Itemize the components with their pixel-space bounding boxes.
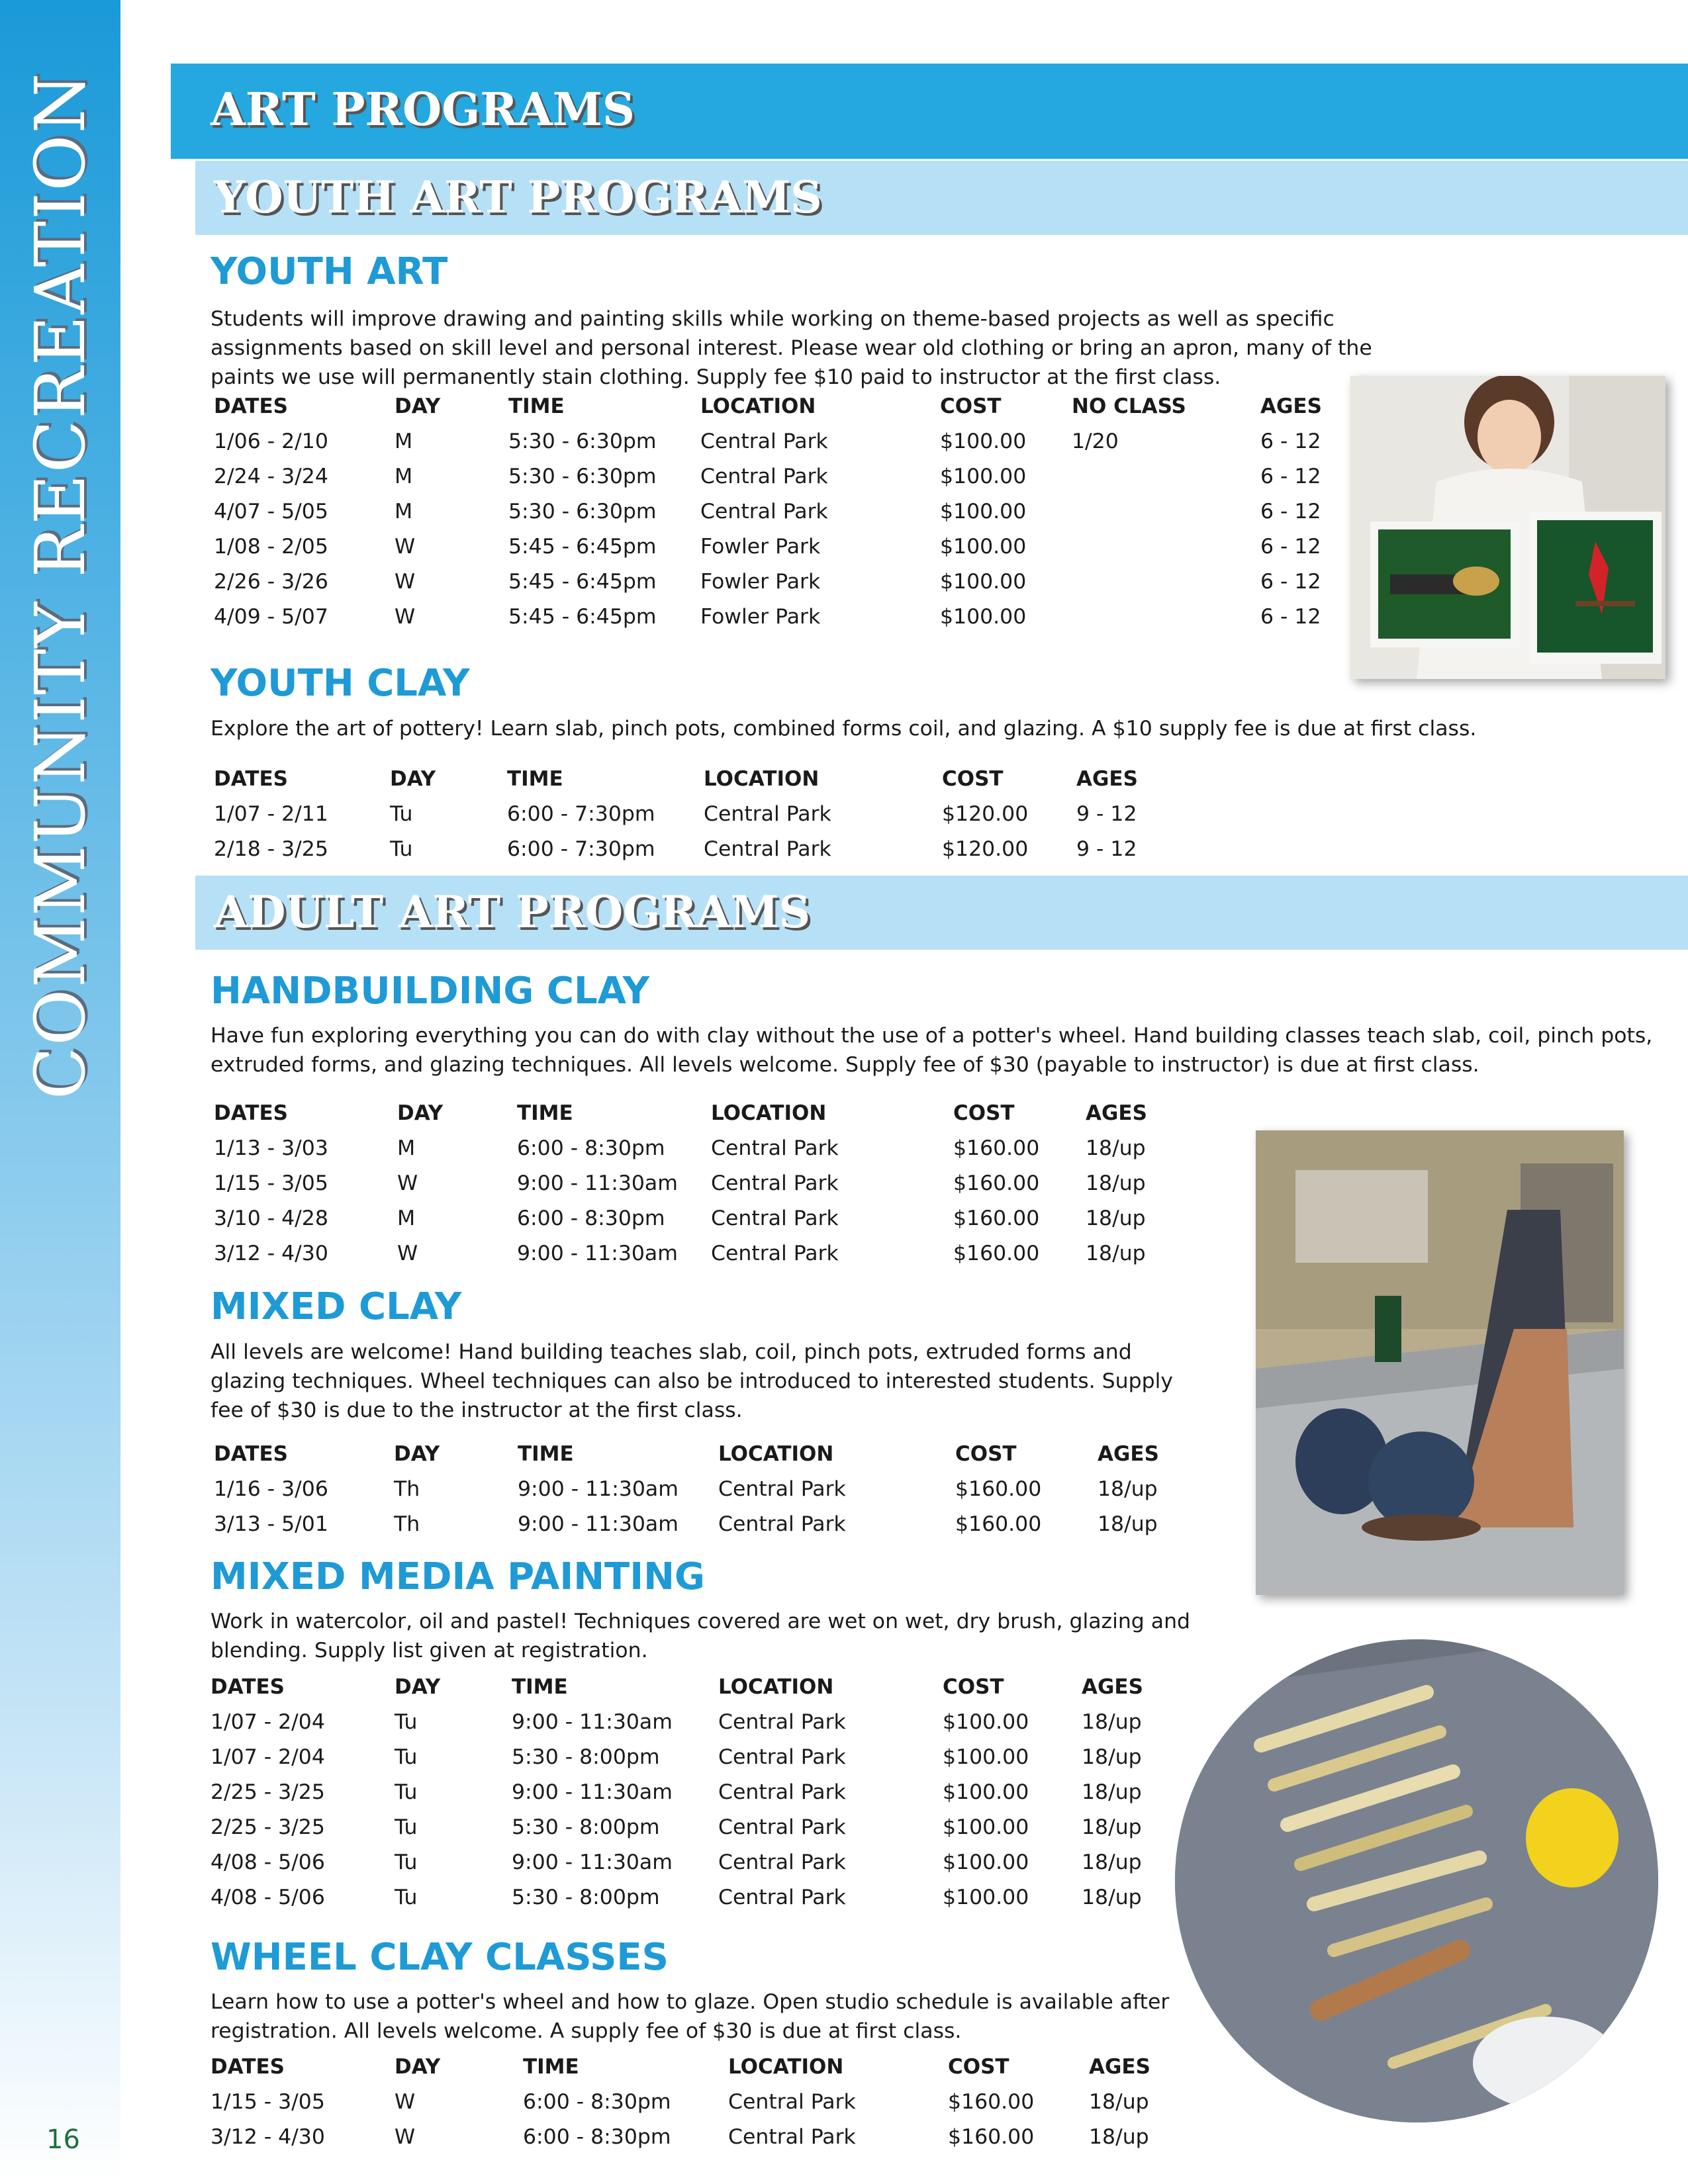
table-cell-day: Th bbox=[394, 1512, 420, 1536]
table-cell-location: Fowler Park bbox=[700, 570, 821, 594]
table-cell-cost: $120.00 bbox=[942, 837, 1029, 861]
column-header-ages: AGES bbox=[1098, 1442, 1159, 1466]
table-cell-cost: $160.00 bbox=[948, 2090, 1035, 2114]
table-cell-cost: $100.00 bbox=[943, 1710, 1029, 1734]
column-header-time: TIME bbox=[518, 1442, 574, 1466]
youth-clay-title: YOUTH CLAY bbox=[211, 662, 470, 705]
table-cell-location: Central Park bbox=[718, 1512, 846, 1536]
table-cell-cost: $100.00 bbox=[940, 605, 1027, 629]
handbuilding-clay-title: HANDBUILDING CLAY bbox=[211, 970, 650, 1013]
table-cell-dates: 1/13 - 3/03 bbox=[214, 1136, 328, 1160]
table-cell-dates: 1/15 - 3/05 bbox=[211, 2090, 325, 2114]
column-header-dates: DATES bbox=[214, 394, 288, 418]
table-cell-dates: 1/06 - 2/10 bbox=[214, 430, 328, 453]
table-cell-cost: $120.00 bbox=[942, 802, 1029, 826]
table-cell-dates: 4/09 - 5/07 bbox=[214, 605, 328, 629]
wheel-clay-classes-title: WHEEL CLAY CLASSES bbox=[211, 1936, 669, 1979]
table-cell-day: Tu bbox=[395, 1815, 418, 1839]
sidebar bbox=[0, 0, 120, 2184]
table-cell-time: 6:00 - 8:30pm bbox=[523, 2125, 671, 2149]
table-cell-dates: 2/24 - 3/24 bbox=[214, 465, 328, 488]
mixed-clay-description: All levels are welcome! Hand building teaches slab, coil, pinch pots, extruded forms and glazing techniques. Wheel techniques can also be introduced to interested students. Supply fee of $30 is due to the instructor at the first class. bbox=[211, 1340, 1174, 1422]
table-cell-time: 9:00 - 11:30am bbox=[512, 1710, 673, 1734]
column-header-dates: DATES bbox=[214, 767, 288, 791]
column-header-cost: COST bbox=[948, 2055, 1009, 2079]
table-cell-dates: 1/07 - 2/04 bbox=[211, 1710, 325, 1734]
column-header-day: DAY bbox=[397, 1101, 444, 1125]
table-cell-ages: 6 - 12 bbox=[1260, 500, 1321, 523]
table-cell-ages: 18/up bbox=[1098, 1512, 1158, 1536]
column-header-location: LOCATION bbox=[718, 1442, 834, 1466]
table-cell-cost: $100.00 bbox=[940, 535, 1027, 559]
table-cell-no-class: 1/20 bbox=[1072, 430, 1119, 453]
table-cell-time: 5:45 - 6:45pm bbox=[508, 535, 657, 559]
table-cell-dates: 4/08 - 5/06 bbox=[211, 1886, 325, 1909]
table-cell-day: M bbox=[397, 1206, 416, 1230]
table-cell-ages: 6 - 12 bbox=[1260, 465, 1321, 488]
column-header-time: TIME bbox=[508, 394, 565, 418]
table-cell-cost: $100.00 bbox=[943, 1850, 1029, 1874]
table-cell-dates: 2/25 - 3/25 bbox=[211, 1780, 325, 1804]
table-cell-location: Central Park bbox=[718, 1477, 846, 1501]
column-header-dates: DATES bbox=[211, 2055, 285, 2079]
youth-art-photo bbox=[1350, 376, 1665, 679]
table-cell-dates: 1/07 - 2/11 bbox=[214, 802, 328, 826]
table-cell-time: 5:30 - 8:00pm bbox=[512, 1745, 660, 1769]
table-cell-location: Central Park bbox=[704, 802, 831, 826]
table-cell-day: M bbox=[397, 1136, 416, 1160]
table-cell-dates: 2/25 - 3/25 bbox=[211, 1815, 325, 1839]
table-cell-cost: $160.00 bbox=[955, 1477, 1042, 1501]
child-with-paintings-illustration bbox=[1350, 376, 1665, 679]
table-cell-time: 9:00 - 11:30am bbox=[518, 1512, 679, 1536]
table-cell-day: W bbox=[395, 2090, 416, 2114]
table-cell-time: 9:00 - 11:30am bbox=[512, 1850, 673, 1874]
table-cell-cost: $160.00 bbox=[948, 2125, 1035, 2149]
table-cell-ages: 18/up bbox=[1082, 1780, 1142, 1804]
table-cell-cost: $160.00 bbox=[953, 1242, 1040, 1265]
table-cell-time: 6:00 - 7:30pm bbox=[507, 802, 655, 826]
table-cell-day: W bbox=[395, 570, 416, 594]
table-cell-ages: 18/up bbox=[1098, 1477, 1158, 1501]
column-header-ages: AGES bbox=[1082, 1675, 1143, 1699]
table-cell-cost: $100.00 bbox=[940, 500, 1027, 523]
column-header-dates: DATES bbox=[214, 1442, 288, 1466]
table-cell-ages: 9 - 12 bbox=[1076, 837, 1137, 861]
column-header-time: TIME bbox=[517, 1101, 573, 1125]
art-tools-illustration bbox=[1175, 1639, 1658, 2122]
column-header-cost: COST bbox=[953, 1101, 1015, 1125]
table-cell-time: 6:00 - 8:30pm bbox=[523, 2090, 671, 2114]
table-cell-location: Central Park bbox=[718, 1780, 846, 1804]
table-cell-cost: $100.00 bbox=[943, 1815, 1029, 1839]
table-cell-day: W bbox=[397, 1242, 418, 1265]
table-cell-cost: $160.00 bbox=[953, 1206, 1040, 1230]
table-cell-time: 6:00 - 8:30pm bbox=[517, 1206, 665, 1230]
table-cell-ages: 6 - 12 bbox=[1260, 605, 1321, 629]
adult-category-title: ADULT ART PROGRAMS bbox=[214, 886, 811, 938]
column-header-day: DAY bbox=[395, 394, 441, 418]
table-cell-time: 5:30 - 8:00pm bbox=[512, 1886, 660, 1909]
column-header-time: TIME bbox=[512, 1675, 568, 1699]
table-cell-ages: 18/up bbox=[1086, 1136, 1146, 1160]
table-cell-ages: 18/up bbox=[1089, 2125, 1149, 2149]
column-header-time: TIME bbox=[507, 767, 563, 791]
table-cell-cost: $100.00 bbox=[940, 430, 1027, 453]
table-cell-location: Central Park bbox=[718, 1850, 846, 1874]
table-cell-day: Tu bbox=[395, 1780, 418, 1804]
column-header-ages: AGES bbox=[1260, 394, 1322, 418]
table-cell-ages: 18/up bbox=[1082, 1886, 1142, 1909]
table-cell-location: Fowler Park bbox=[700, 535, 821, 559]
table-cell-dates: 3/12 - 4/30 bbox=[214, 1242, 328, 1265]
table-cell-dates: 2/18 - 3/25 bbox=[214, 837, 328, 861]
table-cell-dates: 1/07 - 2/04 bbox=[211, 1745, 325, 1769]
table-cell-location: Central Park bbox=[700, 500, 828, 523]
mixed-clay-title: MIXED CLAY bbox=[211, 1285, 462, 1328]
table-cell-time: 5:30 - 6:30pm bbox=[508, 500, 657, 523]
column-header-ages: AGES bbox=[1089, 2055, 1150, 2079]
column-header-ages: AGES bbox=[1086, 1101, 1147, 1125]
column-header-location: LOCATION bbox=[700, 394, 816, 418]
main-banner bbox=[171, 64, 1688, 159]
table-cell-cost: $100.00 bbox=[940, 570, 1027, 594]
table-cell-day: Tu bbox=[395, 1850, 418, 1874]
table-cell-day: W bbox=[395, 535, 416, 559]
table-cell-location: Central Park bbox=[718, 1745, 846, 1769]
column-header-no-class: NO CLASS bbox=[1072, 394, 1186, 418]
column-header-dates: DATES bbox=[214, 1101, 288, 1125]
table-cell-time: 5:30 - 6:30pm bbox=[508, 430, 657, 453]
page-number: 16 bbox=[46, 2124, 80, 2155]
table-cell-location: Central Park bbox=[711, 1171, 839, 1195]
table-cell-day: M bbox=[395, 500, 413, 523]
youth-art-title: YOUTH ART bbox=[211, 250, 448, 293]
column-header-day: DAY bbox=[395, 1675, 441, 1699]
table-cell-cost: $100.00 bbox=[940, 465, 1027, 488]
table-cell-day: Tu bbox=[390, 837, 413, 861]
handbuilding-clay-description: Have fun exploring everything you can do with clay without the use of a potter's wheel. Hand building classes teach slab, coil, pinch pots, extruded forms, and glazing techniques. All levels welcome. Supply fee of $30 (payable to instructor) is due at first class. bbox=[211, 1024, 1653, 1077]
table-cell-time: 5:30 - 8:00pm bbox=[512, 1815, 660, 1839]
table-cell-location: Central Park bbox=[718, 1815, 846, 1839]
table-cell-cost: $100.00 bbox=[943, 1745, 1029, 1769]
table-cell-location: Central Park bbox=[704, 837, 831, 861]
wheel-clay-classes-description: Learn how to use a potter's wheel and how to glaze. Open studio schedule is available after registration. All levels welcome. A supply fee of $30 is due at first class. bbox=[211, 1990, 1170, 2043]
table-cell-dates: 2/26 - 3/26 bbox=[214, 570, 328, 594]
table-cell-location: Central Park bbox=[711, 1136, 839, 1160]
table-cell-dates: 3/13 - 5/01 bbox=[214, 1512, 328, 1536]
column-header-day: DAY bbox=[394, 1442, 440, 1466]
table-cell-ages: 18/up bbox=[1086, 1206, 1146, 1230]
youth-clay-description: Explore the art of pottery! Learn slab, pinch pots, combined forms coil, and glazing. A $10 supply fee is due at first class. bbox=[211, 717, 1477, 741]
column-header-cost: COST bbox=[955, 1442, 1017, 1466]
table-cell-location: Central Park bbox=[711, 1206, 839, 1230]
table-cell-day: W bbox=[395, 605, 416, 629]
table-cell-location: Central Park bbox=[718, 1710, 846, 1734]
pottery-illustration bbox=[1256, 1130, 1624, 1595]
table-cell-cost: $100.00 bbox=[943, 1780, 1029, 1804]
table-cell-dates: 1/16 - 3/06 bbox=[214, 1477, 328, 1501]
youth-art-description: Students will improve drawing and painting skills while working on theme-based projects as well as specific assignments based on skill level and personal interest. Please wear old clothing or bring an apron, many of the paints we use will permanently stain clothing. Supply fee $10 paid to instructor at the first class. bbox=[211, 307, 1372, 389]
column-header-day: DAY bbox=[395, 2055, 441, 2079]
table-cell-location: Central Park bbox=[700, 465, 828, 488]
table-cell-cost: $160.00 bbox=[953, 1171, 1040, 1195]
table-cell-location: Central Park bbox=[718, 1886, 846, 1909]
column-header-cost: COST bbox=[943, 1675, 1004, 1699]
page-title: ART PROGRAMS bbox=[211, 83, 635, 136]
table-cell-location: Central Park bbox=[728, 2090, 856, 2114]
table-cell-ages: 18/up bbox=[1086, 1171, 1146, 1195]
table-cell-day: W bbox=[397, 1171, 418, 1195]
table-cell-ages: 6 - 12 bbox=[1260, 430, 1321, 453]
table-cell-day: Th bbox=[394, 1477, 420, 1501]
table-cell-ages: 18/up bbox=[1082, 1850, 1142, 1874]
table-cell-day: Tu bbox=[395, 1886, 418, 1909]
table-cell-ages: 6 - 12 bbox=[1260, 535, 1321, 559]
column-header-location: LOCATION bbox=[711, 1101, 827, 1125]
table-cell-day: M bbox=[395, 430, 413, 453]
table-cell-ages: 18/up bbox=[1089, 2090, 1149, 2114]
table-cell-time: 6:00 - 8:30pm bbox=[517, 1136, 665, 1160]
table-cell-day: W bbox=[395, 2125, 416, 2149]
table-cell-location: Central Park bbox=[728, 2125, 856, 2149]
column-header-ages: AGES bbox=[1076, 767, 1138, 791]
table-cell-dates: 3/10 - 4/28 bbox=[214, 1206, 328, 1230]
table-cell-ages: 6 - 12 bbox=[1260, 570, 1321, 594]
column-header-location: LOCATION bbox=[718, 1675, 834, 1699]
table-cell-dates: 4/08 - 5/06 bbox=[211, 1850, 325, 1874]
table-cell-time: 5:45 - 6:45pm bbox=[508, 605, 657, 629]
adult-category-banner bbox=[195, 876, 1688, 950]
table-cell-dates: 1/15 - 3/05 bbox=[214, 1171, 328, 1195]
table-cell-cost: $160.00 bbox=[955, 1512, 1042, 1536]
column-header-time: TIME bbox=[523, 2055, 579, 2079]
table-cell-time: 5:45 - 6:45pm bbox=[508, 570, 657, 594]
table-cell-time: 9:00 - 11:30am bbox=[517, 1171, 678, 1195]
column-header-location: LOCATION bbox=[728, 2055, 844, 2079]
mixed-media-painting-description: Work in watercolor, oil and pastel! Techniques covered are wet on wet, dry brush, glazing and blending. Supply list given at registration. bbox=[211, 1610, 1191, 1662]
column-header-cost: COST bbox=[940, 394, 1002, 418]
table-cell-dates: 4/07 - 5/05 bbox=[214, 500, 328, 523]
table-cell-day: Tu bbox=[390, 802, 413, 826]
mixed-media-painting-title: MIXED MEDIA PAINTING bbox=[211, 1555, 705, 1598]
table-cell-day: Tu bbox=[395, 1745, 418, 1769]
pottery-photo bbox=[1256, 1130, 1624, 1595]
youth-category-title: YOUTH ART PROGRAMS bbox=[214, 171, 822, 223]
table-cell-time: 5:30 - 6:30pm bbox=[508, 465, 657, 488]
table-cell-cost: $160.00 bbox=[953, 1136, 1040, 1160]
sidebar-title: COMMUNITY RECREATION bbox=[20, 71, 101, 1100]
table-cell-ages: 18/up bbox=[1082, 1745, 1142, 1769]
table-cell-dates: 1/08 - 2/05 bbox=[214, 535, 328, 559]
table-cell-time: 6:00 - 7:30pm bbox=[507, 837, 655, 861]
table-cell-location: Central Park bbox=[700, 430, 828, 453]
table-cell-ages: 9 - 12 bbox=[1076, 802, 1137, 826]
table-cell-dates: 3/12 - 4/30 bbox=[211, 2125, 325, 2149]
youth-category-banner bbox=[195, 161, 1688, 235]
tools-photo bbox=[1175, 1639, 1658, 2122]
table-cell-cost: $100.00 bbox=[943, 1886, 1029, 1909]
table-cell-ages: 18/up bbox=[1082, 1815, 1142, 1839]
column-header-day: DAY bbox=[390, 767, 436, 791]
table-cell-ages: 18/up bbox=[1082, 1710, 1142, 1734]
table-cell-location: Fowler Park bbox=[700, 605, 821, 629]
table-cell-time: 9:00 - 11:30am bbox=[517, 1242, 678, 1265]
table-cell-ages: 18/up bbox=[1086, 1242, 1146, 1265]
table-cell-time: 9:00 - 11:30am bbox=[518, 1477, 679, 1501]
column-header-cost: COST bbox=[942, 767, 1004, 791]
table-cell-day: M bbox=[395, 465, 413, 488]
table-cell-day: Tu bbox=[395, 1710, 418, 1734]
table-cell-time: 9:00 - 11:30am bbox=[512, 1780, 673, 1804]
column-header-location: LOCATION bbox=[704, 767, 820, 791]
table-cell-location: Central Park bbox=[711, 1242, 839, 1265]
column-header-dates: DATES bbox=[211, 1675, 285, 1699]
